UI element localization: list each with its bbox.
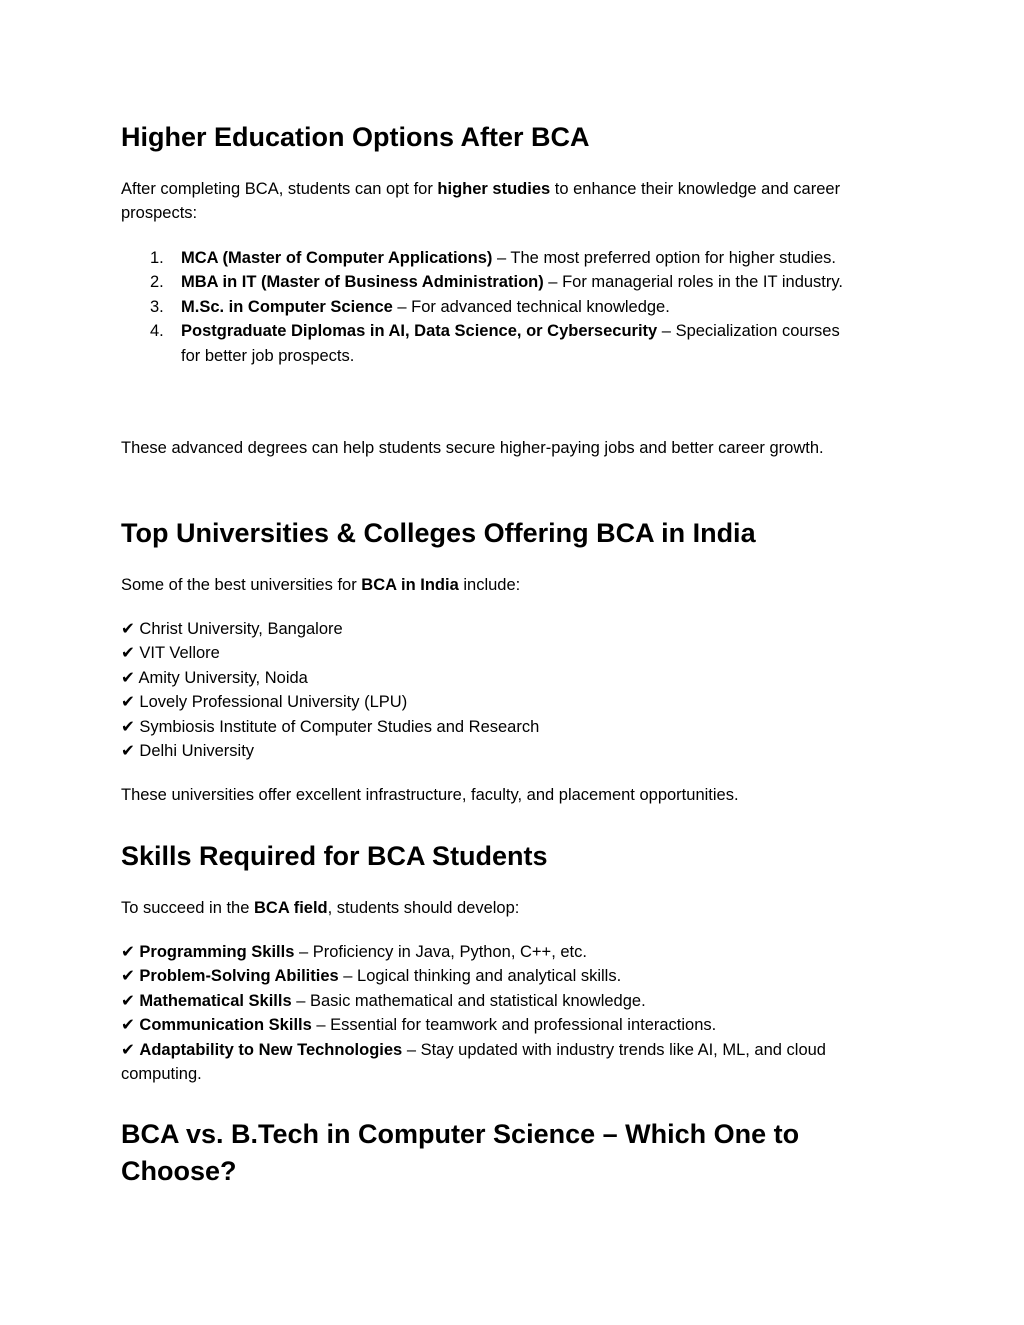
intro-bold: BCA in India	[361, 576, 459, 594]
check-icon: ✔	[121, 693, 135, 712]
checklist-item	[121, 617, 876, 641]
check-icon: ✔	[121, 967, 135, 986]
check-icon: ✔	[121, 742, 135, 761]
check-icon: ✔	[121, 644, 135, 663]
skill-text: – Essential for teamwork and professional interactions.	[311, 1016, 717, 1035]
paragraph-universities-intro	[121, 573, 876, 597]
checklist-item	[121, 715, 876, 739]
list-item-title: MBA in IT (Master of Business Administration)	[181, 273, 544, 292]
university-name: Amity University, Noida	[138, 668, 308, 687]
list-item	[121, 270, 861, 294]
list-item-title: Postgraduate Diplomas in AI, Data Science, or Cybersecurity	[181, 322, 658, 341]
heading-higher-education: Higher Education Options After BCA	[121, 122, 590, 152]
intro-text: , students should develop:	[327, 899, 520, 917]
checklist-item	[121, 1013, 871, 1037]
checklist-item	[121, 940, 871, 964]
paragraph-higher-education-outro: These advanced degrees can help students secure higher-paying jobs and better career growth.	[121, 439, 824, 457]
intro-text: include:	[458, 576, 521, 594]
heading-skills-required: Skills Required for BCA Students	[121, 841, 548, 871]
check-icon: ✔	[121, 620, 135, 638]
list-item-text: – Specialization courses for better job prospects.	[181, 322, 840, 365]
checklist-item	[121, 641, 876, 665]
skill-title: Mathematical Skills	[139, 991, 292, 1010]
university-name: Symbiosis Institute of Computer Studies and Research	[139, 717, 540, 736]
list-number: 3.	[150, 297, 164, 316]
list-item	[121, 246, 861, 270]
higher-education-list	[121, 246, 861, 368]
intro-text: After completing BCA, students can opt for	[121, 180, 438, 198]
intro-bold: higher studies	[437, 180, 551, 198]
university-name: Delhi University	[139, 742, 255, 761]
checklist-item	[121, 739, 876, 763]
list-item-text: – For managerial roles in the IT industry.	[543, 273, 843, 292]
heading-bca-vs-btech: BCA vs. B.Tech in Computer Science – Which One to Choose?	[121, 1119, 800, 1186]
list-item-text: – For advanced technical knowledge.	[392, 297, 670, 316]
skill-text: – Stay updated with industry trends like AI, ML, and cloud computing.	[121, 1040, 826, 1084]
checklist-item	[121, 666, 876, 690]
list-item-title: MCA (Master of Computer Applications)	[181, 249, 493, 267]
check-icon: ✔	[121, 1040, 135, 1059]
skill-text: – Proficiency in Java, Python, C++, etc.	[294, 943, 587, 961]
list-item-title: M.Sc. in Computer Science	[181, 297, 393, 316]
check-icon: ✔	[121, 717, 135, 736]
university-name: Christ University, Bangalore	[139, 620, 343, 638]
university-name: VIT Vellore	[139, 644, 220, 663]
checklist-item	[121, 690, 876, 714]
list-item	[121, 319, 861, 368]
intro-bold: BCA field	[254, 899, 328, 917]
check-icon: ✔	[121, 991, 135, 1010]
intro-text: To succeed in the	[121, 899, 254, 917]
intro-text: to enhance their knowledge and career prospects:	[121, 180, 841, 223]
paragraph-universities-outro: These universities offer excellent infrastructure, faculty, and placement opportunities.	[121, 786, 739, 804]
heading-top-universities: Top Universities & Colleges Offering BCA in India	[121, 518, 756, 548]
list-number: 1.	[150, 249, 164, 267]
skill-title: Programming Skills	[139, 943, 295, 961]
checklist-item	[121, 1038, 871, 1087]
skill-title: Communication Skills	[139, 1016, 312, 1035]
list-number: 2.	[150, 273, 164, 292]
skill-text: – Basic mathematical and statistical knowledge.	[291, 991, 646, 1010]
checklist-item	[121, 964, 871, 988]
universities-checklist	[121, 617, 876, 763]
list-number: 4.	[150, 322, 164, 341]
skill-title: Problem-Solving Abilities	[139, 967, 339, 986]
checklist-item	[121, 989, 871, 1013]
intro-text: Some of the best universities for	[121, 576, 362, 594]
check-icon: ✔	[121, 668, 135, 687]
paragraph-higher-education-intro	[121, 177, 876, 226]
check-icon: ✔	[121, 1016, 135, 1035]
check-icon: ✔	[121, 943, 135, 961]
skill-text: – Logical thinking and analytical skills.	[338, 967, 622, 986]
university-name: Lovely Professional University (LPU)	[139, 693, 408, 712]
skills-checklist	[121, 940, 871, 1086]
list-item-text: – The most preferred option for higher studies.	[492, 249, 837, 267]
skill-title: Adaptability to New Technologies	[139, 1040, 403, 1059]
list-item	[121, 295, 861, 319]
paragraph-skills-intro	[121, 896, 876, 920]
